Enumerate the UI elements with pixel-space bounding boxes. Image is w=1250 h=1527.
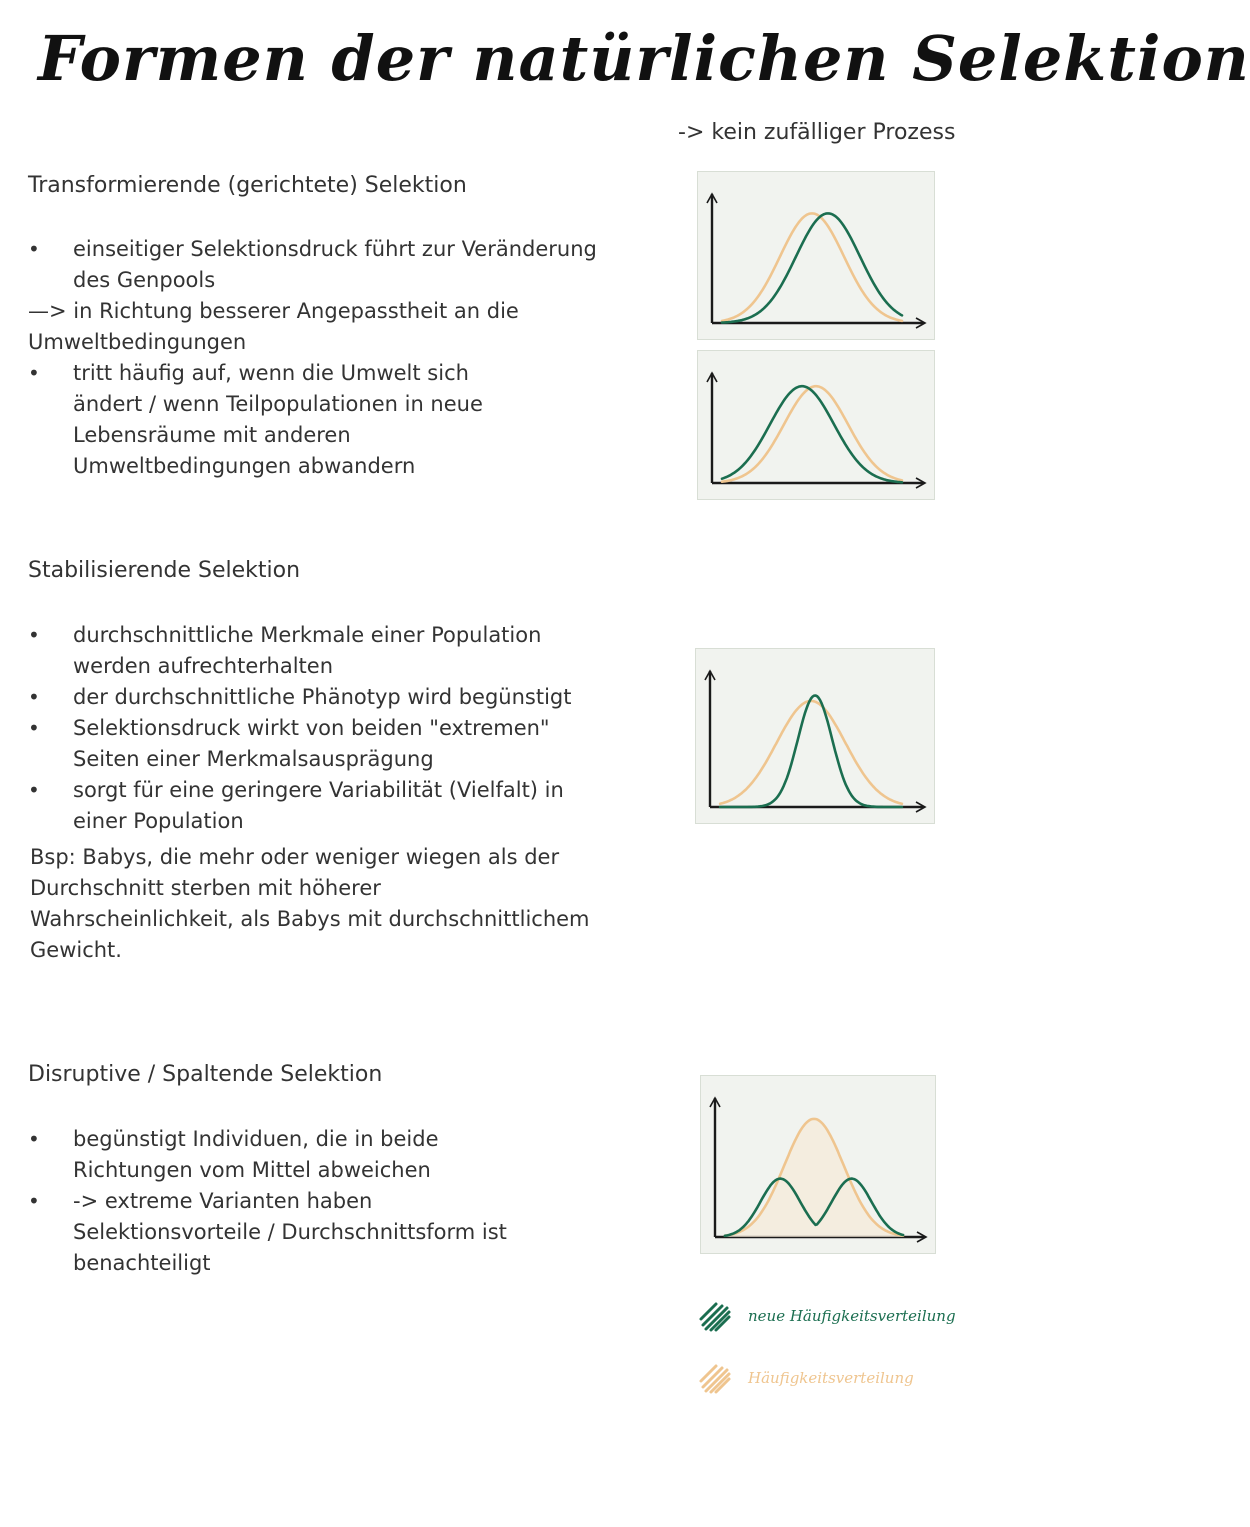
legend-label-old: Häufigkeitsverteilung bbox=[748, 1369, 914, 1387]
legend-item-old bbox=[698, 1358, 956, 1398]
page-subtitle: -> kein zufälliger Prozess bbox=[678, 120, 956, 145]
legend-item-new bbox=[698, 1296, 956, 1336]
example-text: Bsp: Babys, die mehr oder weniger wiegen als der Durchschnitt sterben mit höherer Wahrscheinlichkeit, als Babys mit durchschnittlichem Gewicht. bbox=[30, 845, 590, 962]
list-item: • Selektionsdruck wirkt von beiden "extremen" Seiten einer Merkmalsausprägung bbox=[28, 713, 573, 775]
chart-disruptive bbox=[700, 1075, 936, 1254]
list-item: • einseitiger Selektionsdruck führt zur Veränderung des Genpools bbox=[28, 234, 628, 296]
chart-svg bbox=[701, 1076, 935, 1253]
series-line-distribution bbox=[722, 213, 902, 321]
page-title: Formen der natürlichen Selektion bbox=[38, 22, 1250, 95]
chart-transformierende-2 bbox=[697, 350, 935, 500]
series-area bbox=[725, 1119, 903, 1237]
hatch-swatch-icon bbox=[698, 1361, 732, 1395]
hatch-swatch-icon bbox=[698, 1299, 732, 1333]
section-heading-disruptive: Disruptive / Spaltende Selektion bbox=[28, 1062, 383, 1087]
chart-svg bbox=[696, 649, 934, 823]
chart-svg bbox=[698, 172, 934, 339]
list-item: • der durchschnittliche Phänotyp wird begünstigt bbox=[28, 682, 608, 713]
list-item: • sorgt für eine geringere Variabilität (Vielfalt) in einer Population bbox=[28, 775, 608, 837]
list-item: • durchschnittliche Merkmale einer Population werden aufrechterhalten bbox=[28, 620, 553, 682]
series-line-new-distribution bbox=[720, 696, 902, 808]
list-item-arrow: —> in Richtung besserer Angepasstheit an die Umweltbedingungen bbox=[28, 299, 519, 354]
chart-svg bbox=[698, 351, 934, 499]
series-line-distribution bbox=[720, 701, 902, 804]
legend bbox=[698, 1296, 956, 1420]
list-item: • begünstigt Individuen, die in beide Richtungen vom Mittel abweichen bbox=[28, 1124, 548, 1186]
chart-stabilisierende bbox=[695, 648, 935, 824]
section-heading-transformierende: Transformierende (gerichtete) Selektion bbox=[28, 173, 467, 198]
section-list-stabilisierende bbox=[28, 620, 608, 837]
legend-label-new: neue Häufigkeitsverteilung bbox=[748, 1307, 956, 1325]
series-line-distribution bbox=[722, 386, 902, 482]
series-line-new-distribution bbox=[722, 386, 902, 482]
section-heading-stabilisierende: Stabilisierende Selektion bbox=[28, 558, 301, 583]
section-list-transformierende bbox=[28, 234, 628, 482]
list-item: • -> extreme Varianten haben Selektionsvorteile / Durchschnittsform ist benachteiligt bbox=[28, 1186, 548, 1279]
section-list-disruptive bbox=[28, 1124, 548, 1279]
list-item: • tritt häufig auf, wenn die Umwelt sich ändert / wenn Teilpopulationen in neue Lebensräume mit anderen Umweltbedingungen abwandern bbox=[28, 358, 543, 482]
chart-transformierende-1 bbox=[697, 171, 935, 340]
